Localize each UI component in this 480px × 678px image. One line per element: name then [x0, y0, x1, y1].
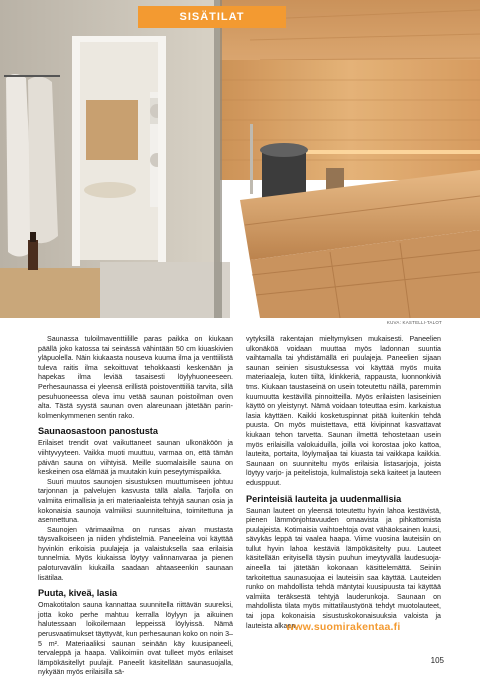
section-label: SISÄTILAT	[138, 6, 286, 28]
heading-puuta-kivea-lasia: Puuta, kiveä, lasia	[38, 588, 118, 599]
paragraph: Saunojen värimaailma on runsas aivan mustasta täysvalkoiseen ja niiden yhdistelmiä. Paneeleina voi käyttää hyvinkin erikoisia puulajeja ja valaistuksella saa erilaisia tunnelmia. Myös kiukaissa löytyy valinnanvaraa ja pienen paloturvavälin kiukailla saadaan ahtaaseenkin saunaan lisätilaa.	[38, 525, 233, 582]
paragraph: Erilaiset trendit ovat vaikuttaneet saunan ulkonäköön ja viihtyvyyteen. Vaikka muoti muuttuu, varmaa on, että tämän päivän sauna on viihtyisä. Meille suomalaisille sauna on keskeinen osa elämää ja muutakin kuin peseytymispaikka.	[38, 439, 233, 477]
paragraph: Suuri muutos saunojen sisustuksen muuttumiseen johtuu tarjonnan ja palvelujen kasvusta tällä alalla. Tarjolla on valmiita erimallisia ja eri materiaaleista tehtyjä saunan osia ja kokonaisia saunoja valmiiksi suunniteltuina, toimitettuna ja asennettuna.	[38, 477, 233, 525]
intro-paragraph: Saunassa tuloilmaventtiilille paras paikka on kiukaan päällä joko katossa tai seinässä vähintään 50 cm kiuaskivien yläpuolella. Näin kiukaasta nouseva kuuma ilma ja venttiilistä tuleva raitis ilma sekoittuvat tehokkaasti keskenään ja hapekas ilma leviää tasaisesti löylyhuoneeseen. Perhesaunassa ei yleensä erillistä poistoventtiiliä tarvita, sillä pesuhuoneessa oleva imu vetää saunan poistoilman oven alta. Tästä syystä saunan oven alareunaan jätetään parin-kolmenkymmenen sentin rako.	[38, 335, 233, 420]
header-photo	[0, 0, 480, 318]
right-column	[246, 335, 441, 631]
photo-credit: KUVA: KASTELLI-TALOT	[386, 320, 442, 325]
paragraph: vytyksillä rakentajan mieltymyksen mukaisesti. Paneelien ulkonäköä voidaan muuttaa myös ladonnan suuntia vaihtamalla tai yhdistämällä eri puulajeja. Paneelien sijaan saunan seinien sisustuksessa voi käyttää myös muita materiaaleja, kuten tiiltä, klinkkeriä, rappausta, luonnonkiviä tms. Kiukaan taustaseinä on usein toteutettu näillä, paremmin kuumuutta kestävillä pinnoitteilla. Myös erilaisten lasiseinien käyttö on yleistynyt. Nämä voidaan toteuttaa esim. karkaistua lasia käyttäen. Kaikki kosketuspinnat pitää kuitenkin tehdä puusta. On myös muistettava, että kivipinnat kasvattavat kiukaan tehon tarvetta. Saunan ilmettä tehostetaan usein myös erilaisilla valokuiduilla, joilla voi korostaa joko kattoa, lauteita, portaita, löylymaljaa tai kiuasta tai vaikkapa kaikkia. Saunaan on suunniteltu myös erilaisia listasarjoja, joista löytyy varjo- ja peitelistoja, kulmalistoja sekä kaiteet ja lauteen edusppuut.	[246, 335, 441, 487]
website-link[interactable]: www.suomirakentaa.fi	[286, 621, 401, 633]
heading-saunaosasto: Saunaosastoon panostusta	[38, 426, 158, 437]
page-number: 105	[430, 656, 444, 665]
left-column	[38, 335, 233, 678]
paragraph: Omakotitalon sauna kannattaa suunnitella riittävän suureksi, jotta koko perhe mahtuu kerralla löylyyn ja aikuinen halutessaan loikoilemaan leppeissä löylyissä. Nämä perusvaatimukset täyttyvät, kun perhesaunan koko on noin 3–5 m². Materiaaliksi saunan seinään käy kuusipaneeli, tervaleppä ja haapa. Valikoimiin ovat tulleet myös erilaiset lämpökäsitellyt puulajit. Paneelit käsitellään saunasuojalla, nykyään myös erilaisilla sä-	[38, 601, 233, 677]
heading-lauteet: Perinteisiä lauteita ja uudenmallisia	[246, 493, 402, 504]
paragraph: Saunan lauteet on yleensä toteutettu hyvin lahoa kestävistä, pienen lämmönjohtavuuden omaavista ja pihkattomista puulajeista. Kotimaisia vaihtoehtoja ovat vähäoksainen kuusi, sävykäs leppä tai vaalea haapa. Viime vuosina lauteisiin on tullut hyvin lahoa kestäviä lämpökäsitelty puu. Lauteet käsitellään erityisellä täysin puuhun imeytyvällä laudesuoja-aineella tai jätetään kokonaan käsittelemättä. Seiniin tarkoitettua saunasuojaa ei lauteisiin saa käyttää. Lauteiden runko on mahdollista tehdä mäntytai kuusipuusta tai käyttää valmiita teräksestä tehtyjä lauderunkoja. Saunaan on mahdollista tilata myös mittatilaustyönä tehdyt muotolauteet, tai jopa kokonaisia sisustuskokonaisuuksia valoista ja lauteista alkaen.	[246, 506, 441, 630]
sauna-photo	[0, 0, 480, 318]
